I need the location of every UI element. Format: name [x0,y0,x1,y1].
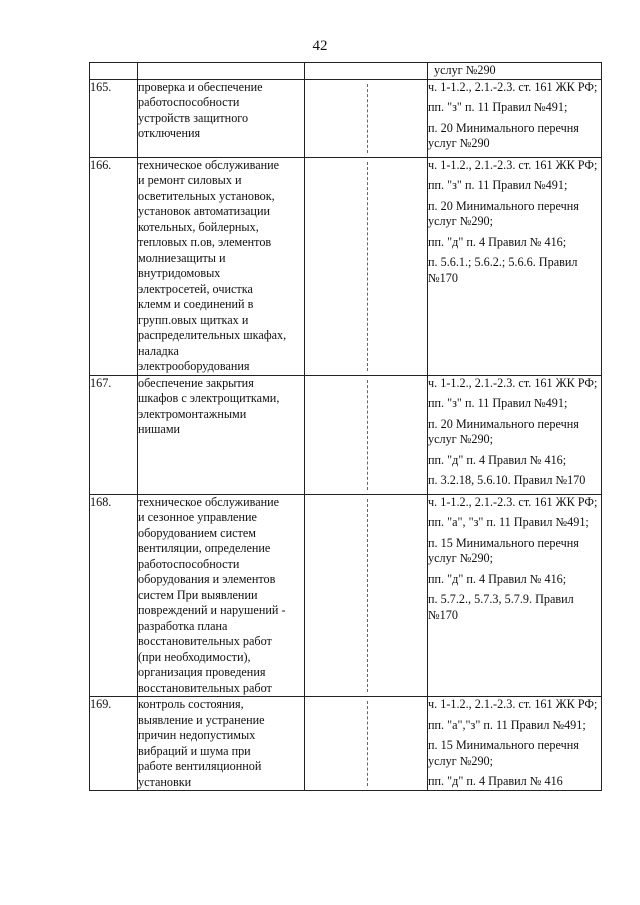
periodicity-cell [305,494,428,697]
basis-cell [428,375,602,494]
basis-item: п. 20 Минимального перечня услуг №290 [428,120,579,150]
periodicity-cell [305,79,428,157]
page-number: 42 [312,38,328,54]
basis-item: пп. "з" п. 11 Правил №491; [428,178,568,192]
basis-item: п. 3.2.18, 5.6.10. Правил №170 [428,473,586,487]
basis-item: п. 20 Минимального перечня услуг №290; [428,416,579,446]
row-number: 166. [90,157,138,375]
basis-item: ч. 1-1.2., 2.1.-2.3. ст. 161 ЖК РФ; [428,79,598,94]
basis-item: пп. "д" п. 4 Правил № 416; [428,452,567,467]
table-row [90,494,602,697]
basis-item: ч. 1-1.2., 2.1.-2.3. ст. 161 ЖК РФ; [428,157,598,172]
work-description: контроль состояния, выявление и устранение причин недопустимых вибраций и шума при работе вентиляционной установки [138,697,305,791]
work-cell [138,63,305,80]
basis-item: пп. "д" п. 4 Правил № 416; [428,571,567,586]
periodicity-cell [305,697,428,791]
periodicity-cell [305,157,428,375]
basis-item: п. 15 Минимального перечня услуг №290; [428,738,579,768]
row-number: 167. [90,375,138,494]
table-row [90,697,602,791]
row-number: 168. [90,494,138,697]
basis-cell [428,79,602,157]
num-cell [90,63,138,80]
basis-item: п. 5.6.1.; 5.6.2.; 5.6.6. Правил №170 [428,255,578,285]
work-description: проверка и обеспечение работоспособности устройств защитного отключения [138,79,305,157]
row-number: 169. [90,697,138,791]
basis-item: ч. 1-1.2., 2.1.-2.3. ст. 161 ЖК РФ; [428,494,598,509]
basis-item: п. 20 Минимального перечня услуг №290; [428,198,579,228]
row-number: 165. [90,79,138,157]
periodicity-cell [305,63,428,80]
basis-item: пп. "д" п. 4 Правил № 416 [428,774,563,788]
work-description: техническое обслуживание и сезонное управление оборудованием систем вентиляции, определение работоспособности оборудования и элементов систем При выявлении повреждений и нарушений - разработка плана восстановительных работ (при необходимости), организация проведения восстановительных работ [138,494,305,697]
services-table [89,62,602,791]
basis-item: ч. 1-1.2., 2.1.-2.3. ст. 161 ЖК РФ; [428,375,598,390]
work-description: техническое обслуживание и ремонт силовых и осветительных установок, установок автоматизации котельных, бойлерных, тепловых п.ов, элементов молниезащиты и внутридомовых электросетей, очистка клемм и соединений в групп.овых щитках и распределительных шкафах, наладка электрооборудования [138,157,305,375]
basis-item: пп. "з" п. 11 Правил №491; [428,100,568,114]
basis-cell: услуг №290 [428,63,602,80]
basis-item: пп. "а", "з" п. 11 Правил №491; [428,515,589,529]
table-row [90,157,602,375]
basis-item: п. 15 Минимального перечня услуг №290; [428,535,579,565]
continuation-row [90,63,602,80]
basis-cell [428,157,602,375]
basis-item: п. 5.7.2., 5.7.3, 5.7.9. Правил №170 [428,592,574,622]
table-row [90,375,602,494]
basis-item: пп. "з" п. 11 Правил №491; [428,396,568,410]
basis-item: ч. 1-1.2., 2.1.-2.3. ст. 161 ЖК РФ; [428,697,598,711]
table-row [90,79,602,157]
basis-cell [428,494,602,697]
periodicity-cell [305,375,428,494]
basis-item: пп. "а","з" п. 11 Правил №491; [428,717,586,732]
basis-cell [428,697,602,791]
work-description: обеспечение закрытия шкафов с электрощитками, электромонтажными нишами [138,375,305,494]
basis-item: пп. "д" п. 4 Правил № 416; [428,234,567,249]
